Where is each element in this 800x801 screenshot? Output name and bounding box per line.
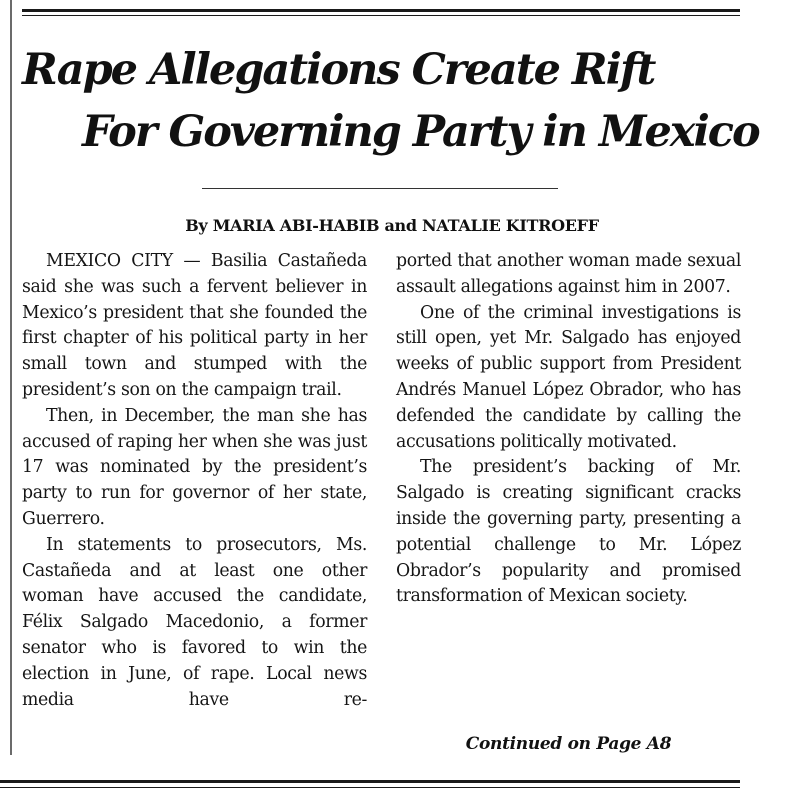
headline-divider bbox=[202, 188, 558, 189]
byline: By MARIA ABI-HABIB and NATALIE KITROEFF bbox=[185, 216, 599, 235]
headline-line-2: For Governing Party in Mexico bbox=[82, 107, 759, 157]
headline-line-1: Rape Allegations Create Rift bbox=[22, 45, 655, 95]
continued-on-link[interactable]: Continued on Page A8 bbox=[465, 734, 672, 754]
paragraph-party-rift: The president’s backing of Mr. Salgado is creating significant cracks inside the governing party, presenting a potential challenge to Mr. López Obrador’s popularity and promised transformation of Mexican society. bbox=[396, 457, 741, 607]
paragraph-dateline: MEXICO CITY — Basilia Castañeda said she was such a fervent believer in Mexico’s president that she founded the first chapter of his political party in her small town and stumped with the president’s son on the campaign trail. bbox=[22, 251, 367, 400]
top-rule bbox=[22, 9, 740, 12]
left-column bbox=[22, 249, 367, 713]
paragraph-investigation: One of the criminal investigations is still open, yet Mr. Salgado has enjoyed weeks of public support from President Andrés Manuel López Obrador, who has defended the candidate by calling the accusations politically motivated. bbox=[396, 302, 741, 452]
left-column-rule bbox=[10, 0, 12, 755]
paragraph-continuation: ported that another woman made sexual assault allegations against him in 2007. bbox=[396, 251, 741, 297]
bottom-rule bbox=[0, 780, 740, 783]
bottom-rule-thin bbox=[0, 787, 740, 788]
paragraph-nomination: Then, in December, the man she has accused of raping her when she was just 17 was nominated by the president’s party to run for governor of her state, Guerrero. bbox=[22, 405, 367, 529]
right-column bbox=[396, 249, 741, 610]
paragraph-allegations: In statements to prosecutors, Ms. Castañeda and at least one other woman have accused the candidate, Félix Salgado Macedonio, a former senator who is favored to win the election in June, of rape. Local news media have re- bbox=[22, 534, 367, 710]
top-rule-thin bbox=[22, 15, 740, 16]
